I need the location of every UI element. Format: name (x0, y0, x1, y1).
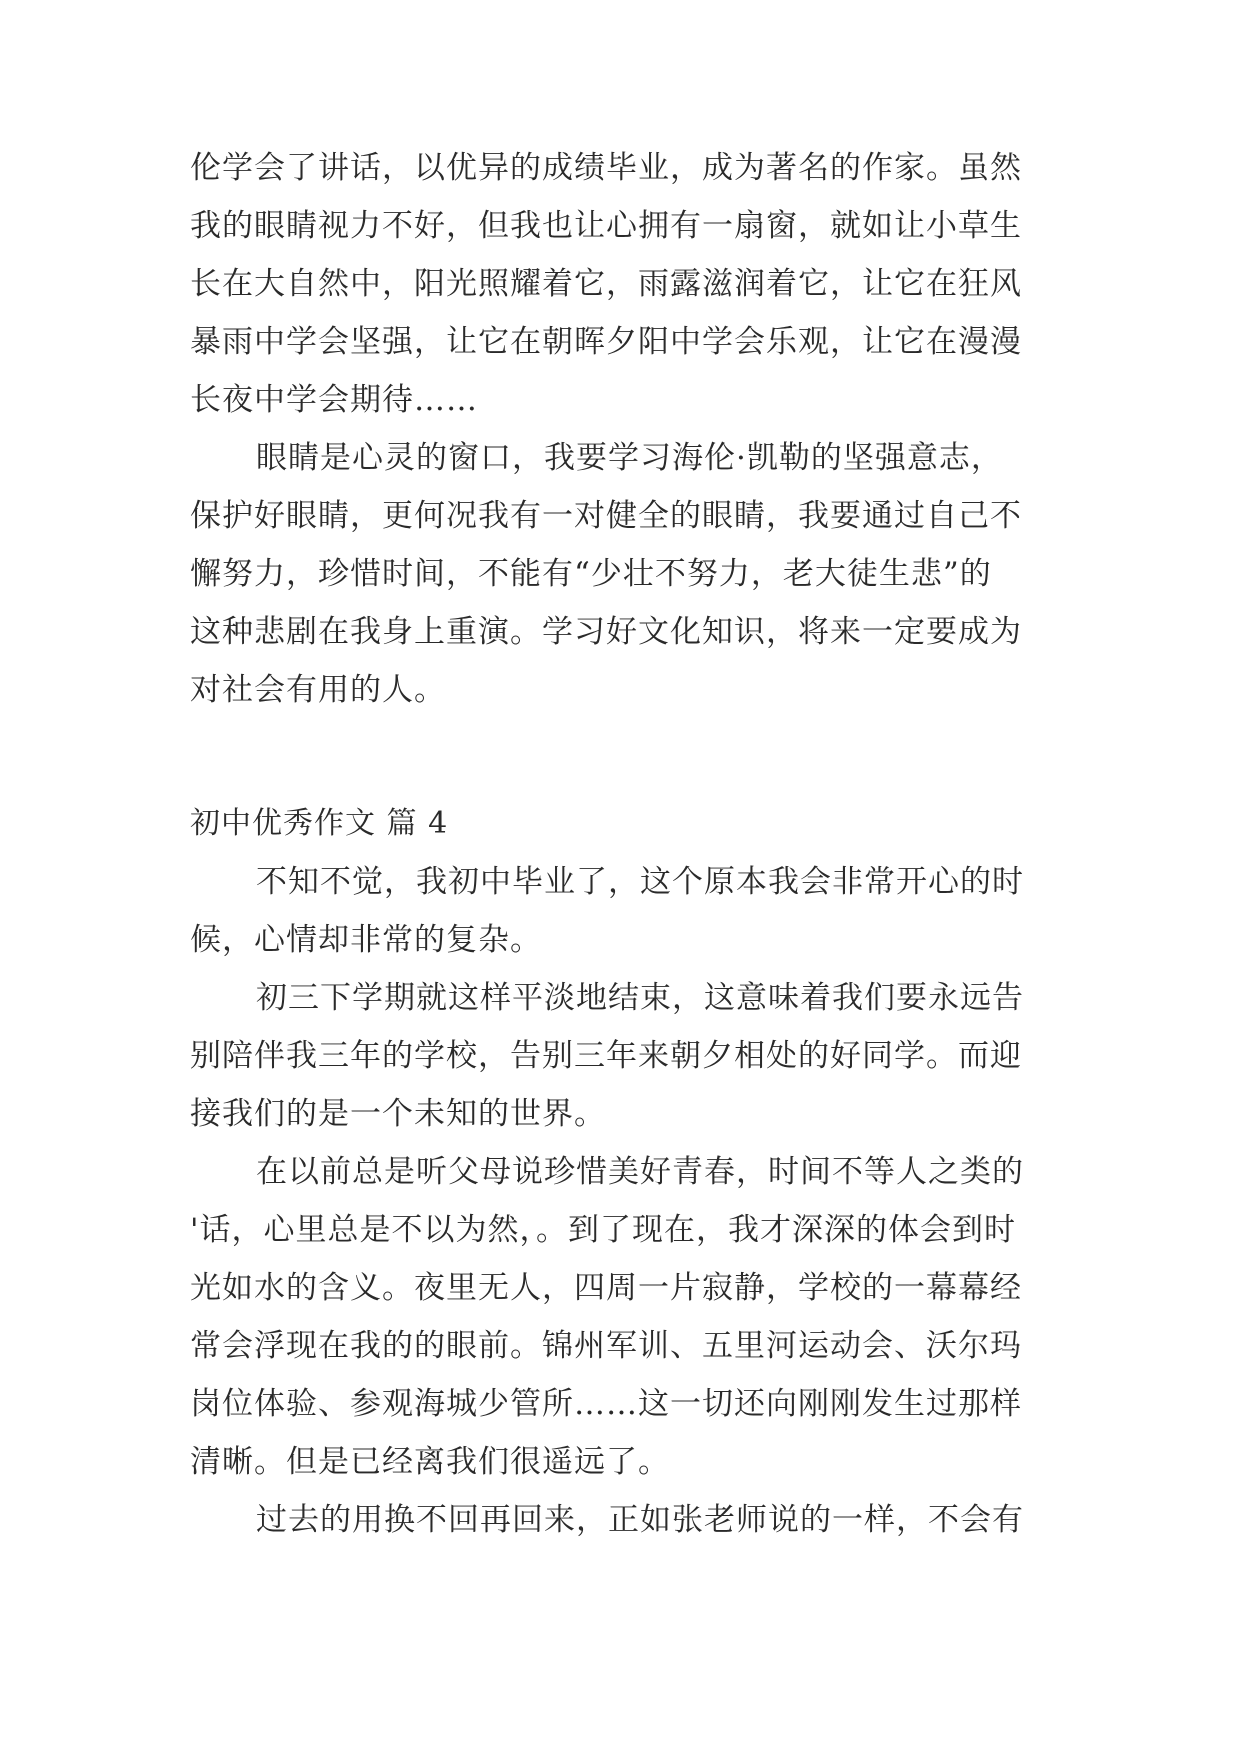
paragraph-3-line-1: 不知不觉，我初中毕业了，这个原本我会非常开心的时 (256, 864, 1024, 900)
paragraph-1-line-1: 伦学会了讲话，以优异的成绩毕业，成为著名的作家。虽然 (190, 150, 1022, 186)
paragraph-2-line-5: 对社会有用的人。 (190, 672, 446, 708)
paragraph-4-line-3: 接我们的是一个未知的世界。 (190, 1096, 606, 1132)
paragraph-3-line-2: 候，心情却非常的复杂。 (190, 922, 542, 958)
paragraph-1-line-4: 暴雨中学会坚强，让它在朝晖夕阳中学会乐观，让它在漫漫 (190, 324, 1022, 360)
paragraph-2-line-3: 懈努力，珍惜时间，不能有“少壮不努力，老大徒生悲”的 (190, 556, 992, 592)
paragraph-5-line-2: '话，心里总是不以为然，。到了现在，我才深深的体会到时 (190, 1212, 1017, 1248)
paragraph-2-line-4: 这种悲剧在我身上重演。学习好文化知识，将来一定要成为 (190, 614, 1022, 650)
paragraph-4-line-2: 别陪伴我三年的学校，告别三年来朝夕相处的好同学。而迎 (190, 1038, 1022, 1074)
paragraph-1-line-5: 长夜中学会期待…… (190, 382, 478, 418)
paragraph-5-line-5: 岗位体验、参观海城少管所……这一切还向刚刚发生过那样 (190, 1386, 1022, 1422)
paragraph-6-line-1: 过去的用换不回再回来，正如张老师说的一样，不会有 (256, 1502, 1024, 1538)
paragraph-1-line-2: 我的眼睛视力不好，但我也让心拥有一扇窗，就如让小草生 (190, 208, 1022, 244)
paragraph-5-line-1: 在以前总是听父母说珍惜美好青春，时间不等人之类的 (256, 1154, 1024, 1190)
paragraph-5-line-4: 常会浮现在我的的眼前。锦州军训、五里河运动会、沃尔玛 (190, 1328, 1022, 1364)
paragraph-5-line-6: 清晰。但是已经离我们很遥远了。 (190, 1444, 670, 1480)
paragraph-2-line-1: 眼睛是心灵的窗口，我要学习海伦·凯勒的坚强意志， (256, 440, 1003, 476)
paragraph-2-line-2: 保护好眼睛，更何况我有一对健全的眼睛，我要通过自己不 (190, 498, 1022, 534)
section-heading: 初中优秀作文 篇 4 (190, 806, 449, 841)
paragraph-1-line-3: 长在大自然中，阳光照耀着它，雨露滋润着它，让它在狂风 (190, 266, 1022, 302)
paragraph-4-line-1: 初三下学期就这样平淡地结束，这意味着我们要永远告 (256, 980, 1024, 1016)
paragraph-5-line-3: 光如水的含义。夜里无人，四周一片寂静，学校的一幕幕经 (190, 1270, 1022, 1306)
